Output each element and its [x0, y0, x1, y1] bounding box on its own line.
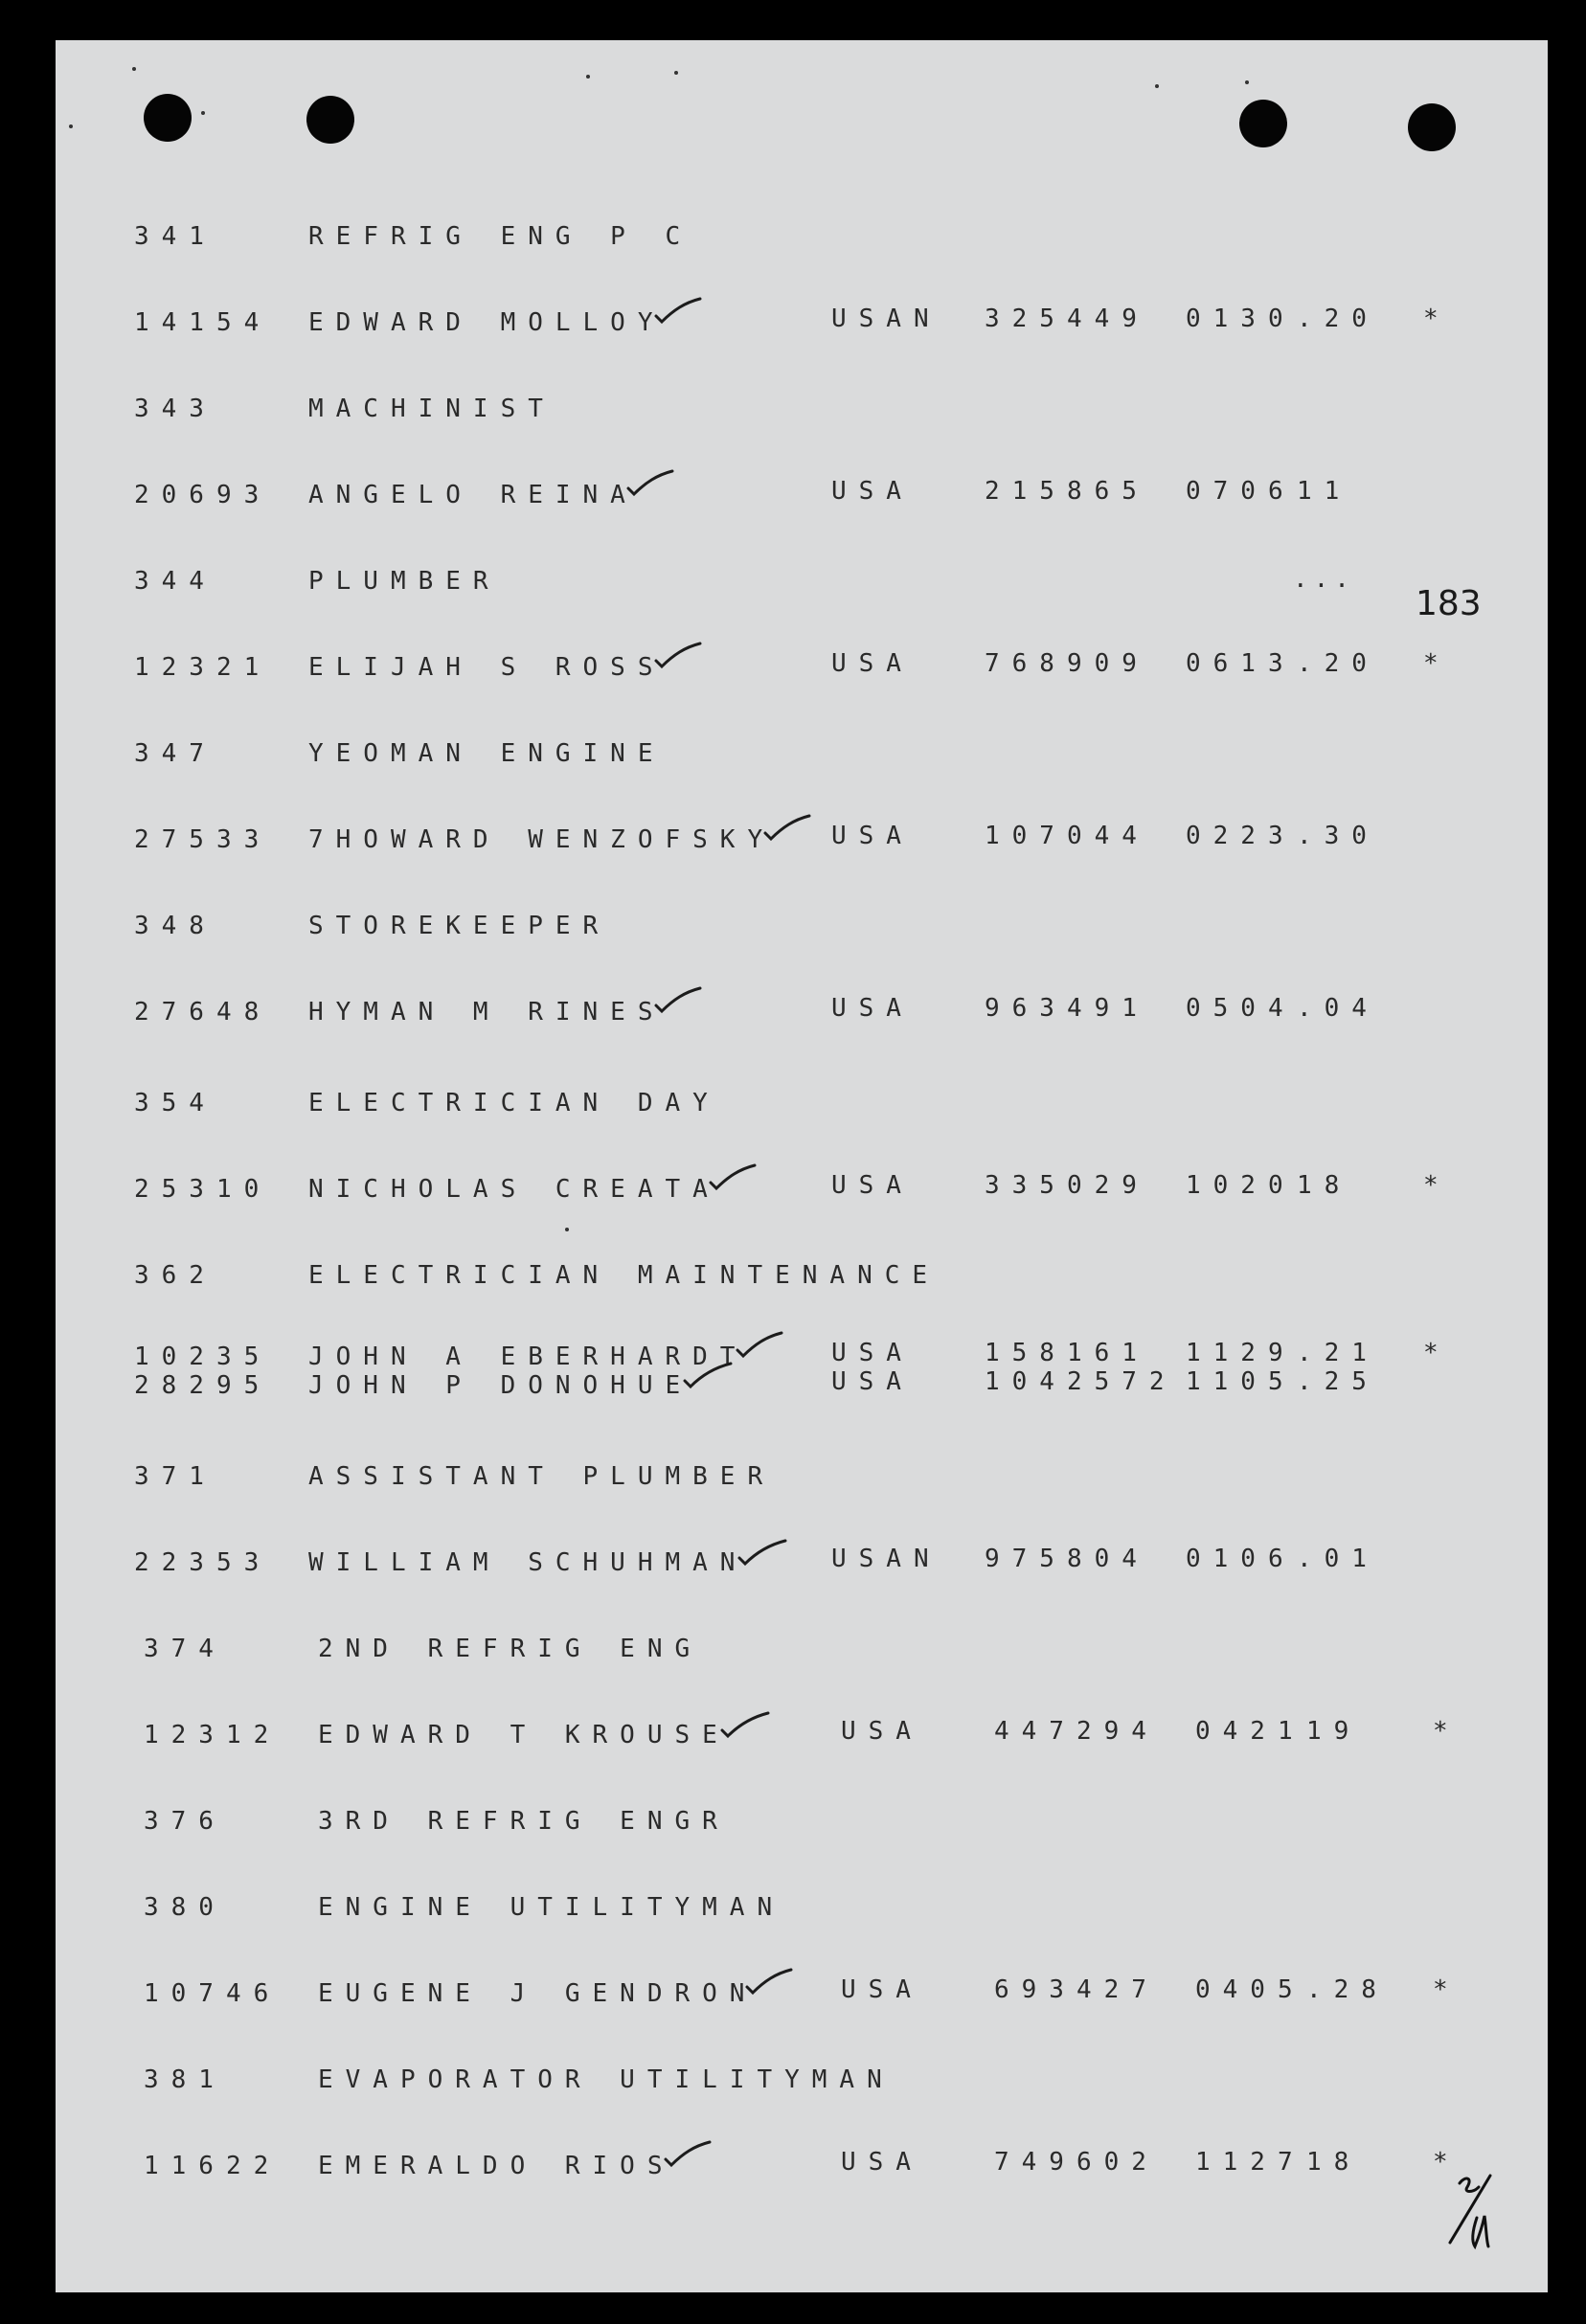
employee-id: 14154 [134, 308, 272, 337]
star-mark: * [1433, 1717, 1461, 1746]
employee-id: 10746 [144, 1979, 282, 2008]
record-number: 749602 [994, 2148, 1159, 2177]
record-number: 768909 [985, 649, 1149, 678]
employee-id: 10235 [134, 1343, 272, 1371]
category-code: 343 [134, 395, 216, 423]
record-number: 325449 [985, 305, 1149, 333]
star-mark: * [1423, 1171, 1451, 1200]
record-date: 1105 [1186, 1367, 1296, 1396]
record-value: 11 [1297, 477, 1352, 506]
record-date: 0223 [1186, 822, 1296, 850]
category-code: 344 [134, 567, 216, 596]
record-value: .20 [1297, 305, 1379, 333]
record-number: 1042572 [985, 1367, 1177, 1396]
category-title: ENGINE UTILITYMAN [318, 1893, 785, 1922]
check-mark-icon [624, 469, 682, 498]
record-date: 0106 [1186, 1545, 1296, 1573]
employee-name: EDWARD T KROUSE [318, 1721, 730, 1749]
star-mark: * [1423, 649, 1451, 678]
employee-id: 25310 [134, 1175, 272, 1204]
category-title: REFRIG ENG P C [308, 222, 693, 251]
citizenship: USAN [831, 305, 941, 333]
record-date: 0504 [1186, 994, 1296, 1023]
category-title: ASSISTANT PLUMBER [308, 1462, 776, 1491]
category-code: 374 [144, 1635, 226, 1663]
category-title: 2ND REFRIG ENG [318, 1635, 703, 1663]
speck [132, 67, 136, 71]
record-value: .01 [1297, 1545, 1379, 1573]
employee-id: 27533 [134, 825, 272, 854]
employee-id: 11622 [144, 2152, 282, 2180]
category-code: 371 [134, 1462, 216, 1491]
record-value: .20 [1297, 649, 1379, 678]
citizenship: USA [831, 1171, 914, 1200]
citizenship: USA [831, 649, 914, 678]
employee-name: EDWARD MOLLOY [308, 308, 666, 337]
punch-hole [144, 94, 192, 142]
citizenship: USA [831, 822, 914, 850]
employee-name: 7HOWARD WENZOFSKY [308, 825, 776, 854]
record-value: .04 [1297, 994, 1379, 1023]
employee-name: WILLIAM SCHUHMAN [308, 1548, 748, 1577]
record-date: 0421 [1195, 1717, 1305, 1746]
record-value: .28 [1306, 1975, 1389, 2004]
category-title: EVAPORATOR UTILITYMAN [318, 2065, 895, 2094]
record-date: 1127 [1195, 2148, 1305, 2177]
speck [201, 111, 205, 115]
page-number: 183 [1416, 584, 1482, 623]
citizenship: USA [831, 477, 914, 506]
citizenship: USA [831, 1367, 914, 1396]
employee-name: NICHOLAS CREATA [308, 1175, 720, 1204]
record-value: .21 [1297, 1339, 1379, 1367]
employee-id: 27648 [134, 998, 272, 1027]
employee-id: 22353 [134, 1548, 272, 1577]
employee-id: 12312 [144, 1721, 282, 1749]
citizenship: USA [841, 2148, 923, 2177]
punch-hole [306, 96, 354, 144]
employee-id: 20693 [134, 481, 272, 509]
record-date: 0130 [1186, 305, 1296, 333]
category-title: 3RD REFRIG ENGR [318, 1807, 730, 1836]
category-code: 362 [134, 1261, 216, 1290]
record-number: 215865 [985, 477, 1149, 506]
category-code: 376 [144, 1807, 226, 1836]
check-mark-icon [707, 1163, 764, 1192]
category-title: MACHINIST [308, 395, 555, 423]
citizenship: USA [831, 1339, 914, 1367]
speck [1245, 80, 1249, 84]
punch-hole [1239, 100, 1287, 147]
category-code: 347 [134, 739, 216, 768]
record-value: .25 [1297, 1367, 1379, 1396]
employee-name: EUGENE J GENDRON [318, 1979, 758, 2008]
record-date: 0706 [1186, 477, 1296, 506]
record-date: 1020 [1186, 1171, 1296, 1200]
record-number: 107044 [985, 822, 1149, 850]
star-mark: * [1433, 2148, 1461, 2177]
speck [586, 75, 590, 79]
star-mark: * [1423, 305, 1451, 333]
category-code: 381 [144, 2065, 226, 2094]
record-number: 158161 [985, 1339, 1149, 1367]
category-title: ELECTRICIAN DAY [308, 1089, 720, 1117]
employee-name: JOHN P DONOHUE [308, 1371, 693, 1400]
punch-hole [1408, 103, 1456, 151]
star-mark: * [1423, 1339, 1451, 1367]
employee-id: 12321 [134, 653, 272, 682]
record-date: 0405 [1195, 1975, 1305, 2004]
record-value: 18 [1297, 1171, 1352, 1200]
check-mark-icon [652, 642, 710, 670]
record-number: 447294 [994, 1717, 1159, 1746]
record-date: 1129 [1186, 1339, 1296, 1367]
record-number: 693427 [994, 1975, 1159, 2004]
citizenship: USAN [831, 1545, 941, 1573]
citizenship: USA [841, 1975, 923, 2004]
employee-name: EMERALDO RIOS [318, 2152, 675, 2180]
record-value: 18 [1306, 2148, 1362, 2177]
category-title: PLUMBER [308, 567, 501, 596]
record-date: 0613 [1186, 649, 1296, 678]
dots-mark: ... [1293, 565, 1355, 594]
employee-name: HYMAN M RINES [308, 998, 666, 1027]
record-value: .30 [1297, 822, 1379, 850]
check-mark-icon [734, 1331, 791, 1360]
employee-name: ELIJAH S ROSS [308, 653, 666, 682]
speck [1155, 84, 1159, 88]
check-mark-icon [716, 1709, 774, 1738]
handwritten-mark [1431, 2166, 1527, 2252]
check-mark-icon [761, 814, 819, 843]
category-title: YEOMAN ENGINE [308, 739, 666, 768]
employee-name: ANGELO REINA [308, 481, 638, 509]
ledger-page [56, 40, 1548, 2292]
speck [69, 124, 73, 128]
category-title: ELECTRICIAN MAINTENANCE [308, 1261, 940, 1290]
citizenship: USA [831, 994, 914, 1023]
employee-id: 28295 [134, 1371, 272, 1400]
record-number: 975804 [985, 1545, 1149, 1573]
check-mark-icon [662, 2140, 719, 2169]
check-mark-icon [652, 986, 710, 1015]
speck [565, 1228, 569, 1231]
category-title: STOREKEEPER [308, 912, 611, 940]
check-mark-icon [743, 1968, 801, 1997]
record-number: 963491 [985, 994, 1149, 1023]
category-code: 354 [134, 1089, 216, 1117]
category-code: 380 [144, 1893, 226, 1922]
category-code: 341 [134, 222, 216, 251]
record-number: 335029 [985, 1171, 1149, 1200]
category-code: 348 [134, 912, 216, 940]
check-mark-icon [734, 1537, 791, 1566]
employee-name: JOHN A EBERHARDT [308, 1343, 748, 1371]
citizenship: USA [841, 1717, 923, 1746]
star-mark: * [1433, 1975, 1461, 2004]
check-mark-icon [652, 297, 710, 326]
speck [674, 71, 678, 75]
check-mark-icon [679, 1360, 736, 1388]
record-value: 19 [1306, 1717, 1362, 1746]
